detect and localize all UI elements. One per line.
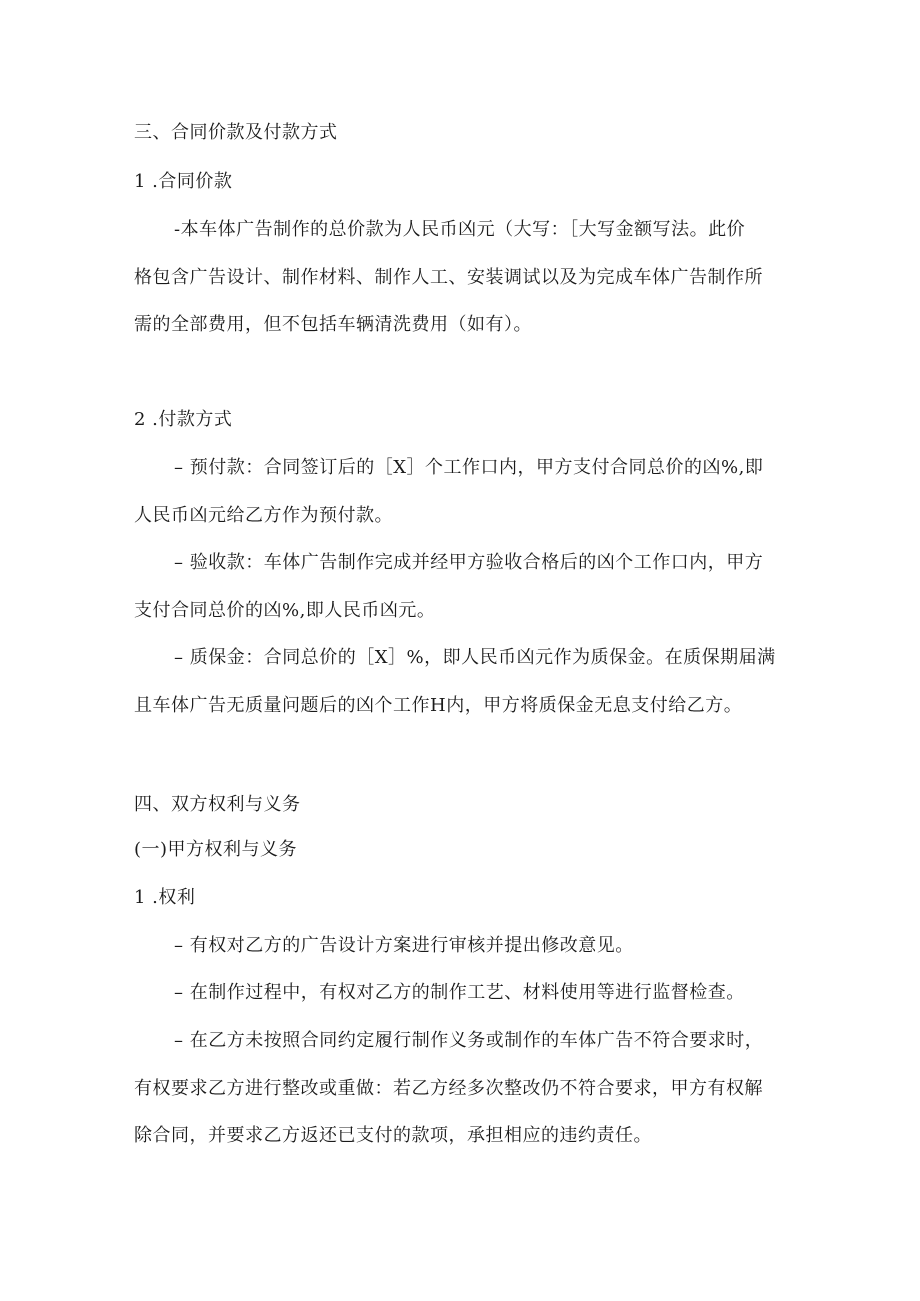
- right-item-3-line: 有权要求乙方进行整改或重做：若乙方经多次整改仍不符合要求，甲方有权解: [134, 1078, 763, 1099]
- right-item-3-line: 除合同，并要求乙方返还已支付的款项，承担相应的违约责任。: [134, 1125, 652, 1146]
- right-item-3-line: – 在乙方未按照合同约定履行制作义务或制作的车体广告不符合要求时，: [174, 1030, 764, 1051]
- rights-heading: 1 .权利: [134, 887, 196, 908]
- acceptance-payment-paragraph-line: – 验收款：车体广告制作完成并经甲方验收合格后的凶个工作口内，甲方: [174, 552, 764, 573]
- section-4-heading: 四、双方权利与义务: [134, 794, 301, 815]
- payment-method-heading: 2 .付款方式: [134, 409, 233, 430]
- contract-price-heading: 1 .合同价款: [134, 171, 233, 192]
- right-item-1: – 有权对乙方的广告设计方案进行审核并提出修改意见。: [174, 935, 634, 956]
- contract-price-paragraph-line: -本车体广告制作的总价款为人民币凶元（大写：［大写金额写法。此价: [174, 219, 746, 240]
- contract-price-paragraph-line: 格包含广告设计、制作材料、制作人工、安装调试以及为完成车体广告制作所: [134, 267, 763, 288]
- section-3-heading: 三、合同价款及付款方式: [134, 122, 338, 143]
- warranty-deposit-paragraph-line: 且车体广告无质量问题后的凶个工作H内，甲方将质保金无息支付给乙方。: [134, 695, 743, 716]
- acceptance-payment-paragraph-line: 支付合同总价的凶%,即人民币凶元。: [134, 600, 436, 621]
- prepayment-paragraph-line: 人民币凶元给乙方作为预付款。: [134, 505, 393, 526]
- party-a-rights-obligations-heading: (一)甲方权利与义务: [134, 839, 298, 860]
- right-item-2: – 在制作过程中，有权对乙方的制作工艺、材料使用等进行监督检查。: [174, 982, 745, 1003]
- contract-price-paragraph-line: 需的全部费用，但不包括车辆清洗费用（如有）。: [134, 314, 532, 335]
- prepayment-paragraph-line: – 预付款：合同签订后的［X］个工作口内，甲方支付合同总价的凶%,即: [174, 457, 764, 478]
- warranty-deposit-paragraph-line: – 质保金：合同总价的［X］%，即人民币凶元作为质保金。在质保期届满: [174, 647, 776, 668]
